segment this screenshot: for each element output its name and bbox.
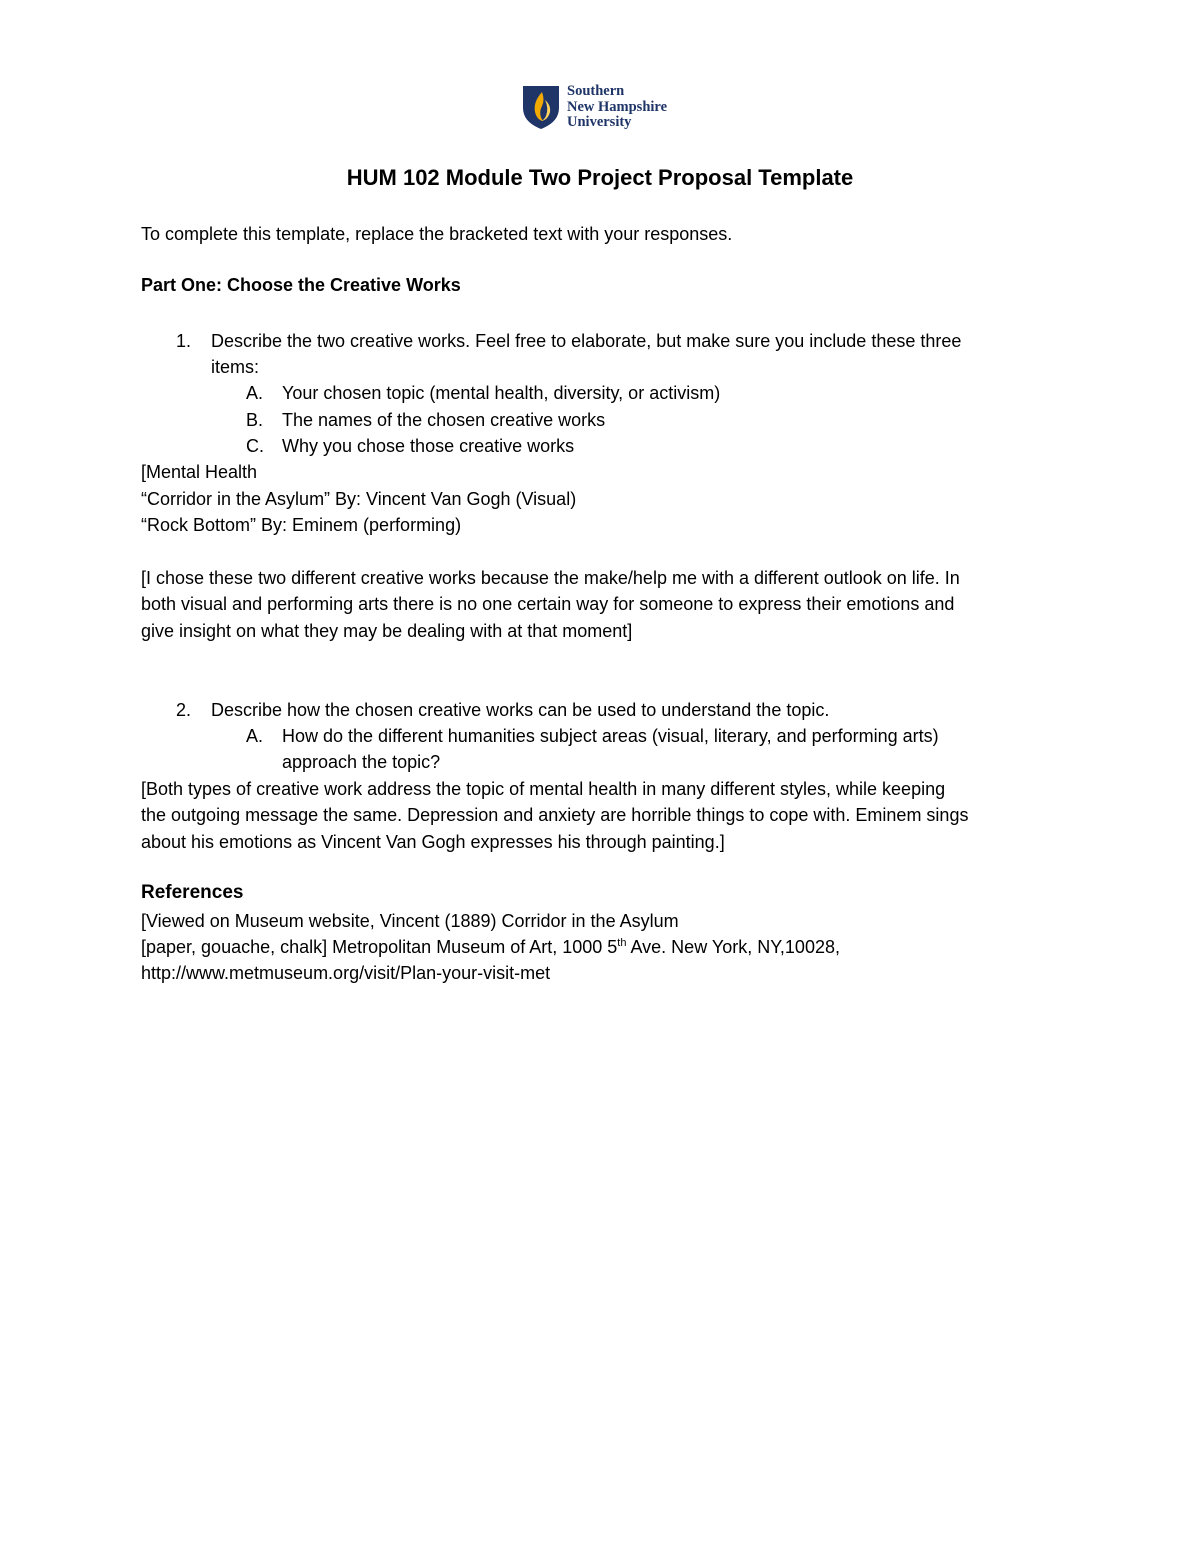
sub-list-letter: A. — [246, 383, 264, 403]
logo-wordmark — [567, 84, 667, 131]
reference-text: [paper, gouache, chalk] Metropolitan Museum of Art, 1000 5 — [141, 937, 618, 957]
sub-list-item: approach the topic? — [282, 752, 441, 772]
response-line: give insight on what they may be dealing with at that moment] — [141, 621, 633, 641]
sub-list-letter: A. — [246, 726, 264, 746]
response-line: the outgoing message the same. Depression and anxiety are horrible things to cope with. Eminem sings — [141, 805, 969, 825]
response-line: “Corridor in the Asylum” By: Vincent Van Gogh (Visual) — [141, 489, 577, 509]
reference-url: http://www.metmuseum.org/visit/Plan-your-visit-met — [141, 963, 551, 983]
sub-list-item: The names of the chosen creative works — [282, 410, 606, 430]
list-item-text: Describe how the chosen creative works can be used to understand the topic. — [211, 700, 830, 720]
instructions: To complete this template, replace the bracketed text with your responses. — [141, 224, 733, 244]
sub-list-item: Why you chose those creative works — [282, 436, 575, 456]
sub-list-item: How do the different humanities subject areas (visual, literary, and performing arts) — [282, 726, 939, 746]
reference-line: [Viewed on Museum website, Vincent (1889) Corridor in the Asylum — [141, 911, 679, 931]
page-title: HUM 102 Module Two Project Proposal Template — [346, 165, 854, 190]
sub-list-letter: C. — [246, 436, 264, 456]
flame-shield-icon — [521, 84, 561, 130]
reference-text: Ave. New York, NY,10028, — [626, 937, 840, 957]
list-number: 2. — [176, 700, 192, 720]
list-item-text: Describe the two creative works. Feel free to elaborate, but make sure you include these three — [211, 331, 962, 351]
response-line: “Rock Bottom” By: Eminem (performing) — [141, 515, 462, 535]
response-line: about his emotions as Vincent Van Gogh expresses his through painting.] — [141, 832, 725, 852]
logo-line: University — [567, 114, 632, 130]
list-item-text: items: — [211, 357, 260, 377]
list-number: 1. — [176, 331, 192, 351]
reference-line — [141, 934, 840, 960]
logo-line: Southern — [567, 83, 625, 99]
response-line: [Mental Health — [141, 462, 258, 482]
sub-list-item: Your chosen topic (mental health, diversity, or activism) — [282, 383, 721, 403]
logo-line: New Hampshire — [567, 98, 668, 115]
references-heading: References — [141, 882, 244, 903]
part-one-heading: Part One: Choose the Creative Works — [141, 275, 461, 295]
university-logo — [521, 84, 691, 134]
response-line: both visual and performing arts there is no one certain way for someone to express their emotions and — [141, 594, 955, 614]
superscript: th — [617, 937, 627, 949]
sub-list-letter: B. — [246, 410, 264, 430]
response-line: [Both types of creative work address the topic of mental health in many different styles, while keeping — [141, 779, 946, 799]
response-line: [I chose these two different creative works because the make/help me with a different outlook on life. In — [141, 568, 960, 588]
